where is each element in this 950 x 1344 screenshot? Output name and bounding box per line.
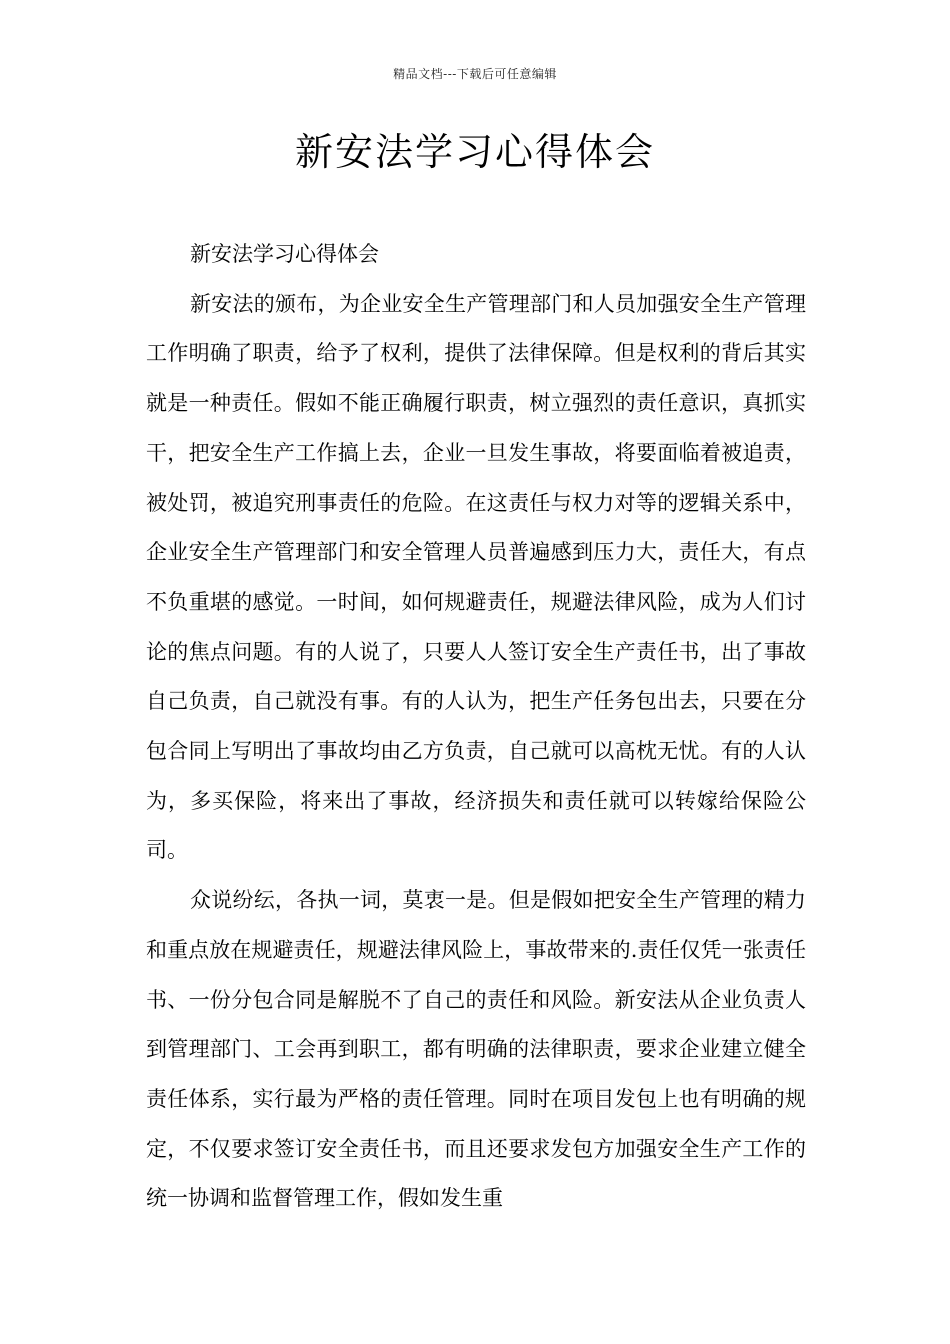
document-title: 新安法学习心得体会: [294, 130, 655, 174]
paragraph-subtitle: 新安法学习心得体会: [190, 242, 379, 266]
document-body: [146, 230, 806, 1224]
paragraph: 众说纷纭，各执一词，莫衷一是。但是假如把安全生产管理的精力和重点放在规避责任，规避法律风险上，事故带来的.责任仅凭一张责任书、一份分包合同是解脱不了自己的责任和风险。新安法从企业负责人到管理部门、工会再到职工，都有明确的法律职责，要求企业建立健全责任体系，实行最为严格的责任管理。同时在项目发包上也有明确的规定，不仅要求签订安全责任书，而且还要求发包方加强安全生产工作的统一协调和监督管理工作，假如发生重: [146, 888, 806, 1211]
header-note: 精品文档---下载后可任意编辑: [393, 67, 557, 81]
paragraph: 新安法的颁布，为企业安全生产管理部门和人员加强安全生产管理工作明确了职责，给予了权利，提供了法律保障。但是权利的背后其实就是一种责任。假如不能正确履行职责，树立强烈的责任意识，真抓实干，把安全生产工作搞上去，企业一旦发生事故，将要面临着被追责，被处罚，被追究刑事责任的危险。在这责任与权力对等的逻辑关系中，企业安全生产管理部门和安全管理人员普遍感到压力大，责任大，有点不负重堪的感觉。一时间，如何规避责任，规避法律风险，成为人们讨论的焦点问题。有的人说了，只要人人签订安全生产责任书，出了事故自己负责，自己就没有事。有的人认为，把生产任务包出去，只要在分包合同上写明出了事故均由乙方负责，自己就可以高枕无忧。有的人认为，多买保险，将来出了事故，经济损失和责任就可以转嫁给保险公司。: [146, 291, 806, 863]
